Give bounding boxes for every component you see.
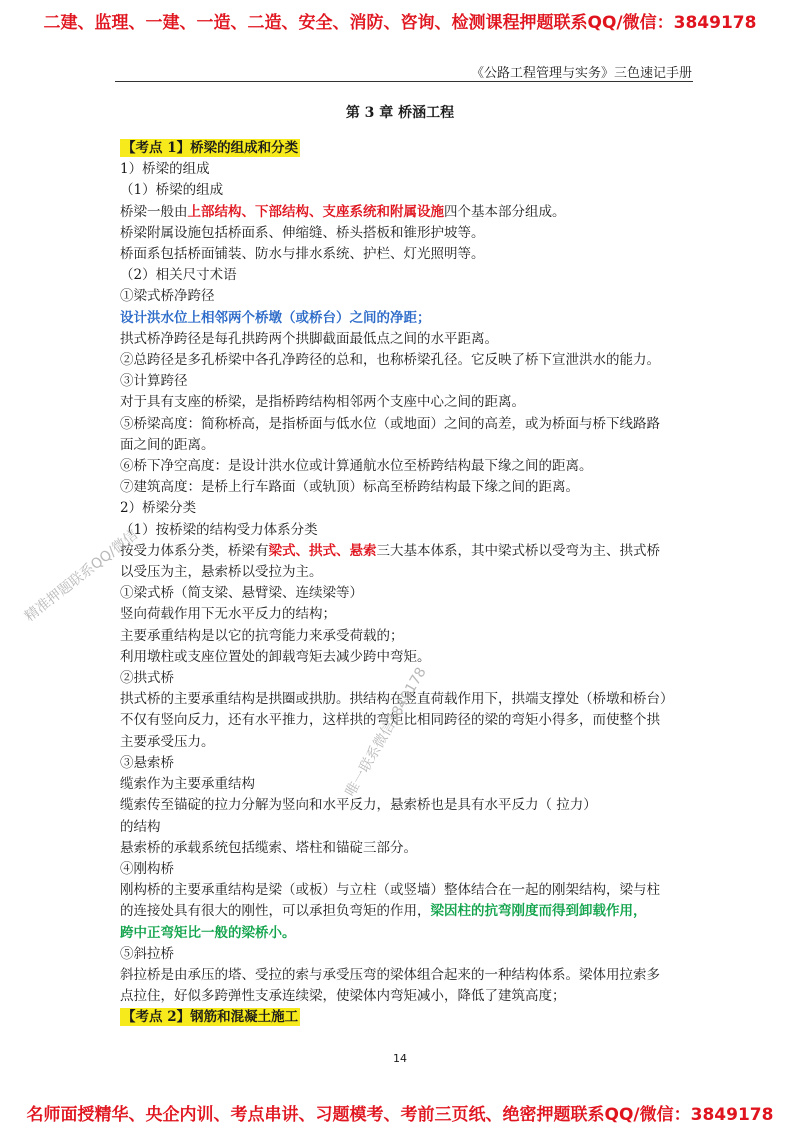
text-line [120, 202, 692, 223]
text-line [120, 223, 692, 244]
text-line [120, 159, 692, 180]
text-line [120, 414, 692, 435]
text-segment: 主要承受压力。 [120, 733, 215, 750]
text-line [120, 498, 692, 519]
text-segment: 面之间的距离。 [120, 436, 215, 453]
text-line [120, 371, 692, 392]
text-segment: 按受力体系分类，桥梁有 [120, 542, 269, 559]
text-line [120, 774, 692, 795]
bottom-banner: 名师面授精华、央企内训、考点串讲、习题模考、考前三页纸、绝密押题联系QQ/微信：3849178 [26, 1105, 774, 1125]
emphasis-text: 上部结构、下部结构、支座系统和附属设施 [187, 203, 444, 220]
text-line [120, 923, 692, 944]
text-segment: 利用墩柱或支座位置处的卸载弯矩去减少跨中弯矩。 [120, 648, 431, 665]
page-body [120, 138, 692, 1029]
text-segment: 悬索桥的承载系统包括缆索、塔柱和锚碇三部分。 [120, 839, 417, 856]
emphasis-text: 梁式、拱式、悬索 [268, 542, 377, 559]
text-line [120, 456, 692, 477]
section-heading: 【考点 2】钢筋和混凝土施工 [122, 1009, 299, 1026]
text-segment: 四个基本部分组成。 [444, 203, 566, 220]
text-line [120, 753, 692, 774]
text-line [120, 604, 692, 625]
text-segment: 竖向荷载作用下无水平反力的结构； [120, 606, 336, 623]
text-segment: 主要承重结构是以它的抗弯能力来承受荷载的； [120, 627, 404, 644]
text-line [120, 350, 692, 371]
text-segment: （1）按桥梁的结构受力体系分类 [120, 521, 318, 538]
text-line [120, 965, 692, 986]
text-segment: 点拉住，好似多跨弹性支承连续梁，使梁体内弯矩减小，降低了建筑高度； [120, 988, 566, 1005]
text-line [120, 477, 692, 498]
text-segment: ②拱式桥 [120, 670, 174, 687]
text-segment: 的结构 [120, 818, 161, 835]
text-line [120, 583, 692, 604]
text-line [120, 880, 692, 901]
text-segment: 对于具有支座的桥梁，是指桥跨结构相邻两个支座中心之间的距离。 [120, 394, 525, 411]
text-segment: 缆索作为主要承重结构 [120, 776, 255, 793]
text-line [120, 286, 692, 307]
text-line [120, 308, 692, 329]
text-line [120, 138, 692, 159]
text-segment: 的连接处具有很大的刚性，可以承担负弯矩的作用， [120, 903, 431, 920]
text-segment: 2）桥梁分类 [120, 500, 197, 517]
text-segment: ①梁式桥（简支梁、悬臂梁、连续梁等） [120, 585, 363, 602]
text-line [120, 1007, 692, 1028]
emphasis-text: 跨中正弯矩比一般的梁桥小。 [120, 924, 296, 941]
text-segment: 斜拉桥是由承压的塔、受拉的索与承受压弯的梁体组合起来的一种结构体系。梁体用拉索多 [120, 966, 660, 983]
text-segment: 拱式桥的主要承重结构是拱圈或拱肋。拱结构在竖直荷载作用下，拱端支撑处（桥墩和桥台） [120, 691, 674, 708]
text-line [120, 838, 692, 859]
text-segment: 拱式桥净跨径是每孔拱跨两个拱脚截面最低点之间的水平距离。 [120, 330, 498, 347]
text-segment: （2）相关尺寸术语 [120, 267, 237, 284]
manual-title: 《公路工程管理与实务》三色速记手册 [470, 66, 692, 81]
text-segment: 1）桥梁的组成 [120, 161, 210, 178]
text-segment: 不仅有竖向反力，还有水平推力，这样拱的弯矩比相同跨径的梁的弯矩小得多，而使整个拱 [120, 712, 660, 729]
text-segment: （1）桥梁的组成 [120, 182, 224, 199]
watermark-left: 精准押题联系QQ/微信 [21, 526, 142, 625]
text-line [120, 647, 692, 668]
text-segment: 桥梁一般由 [120, 203, 188, 220]
chapter-title: 第 3 章 桥涵工程 [345, 105, 455, 121]
top-banner: 二建、监理、一建、一造、二造、安全、消防、咨询、检测课程押题联系QQ/微信：3849178 [43, 13, 757, 33]
text-line [120, 435, 692, 456]
text-line [120, 859, 692, 880]
text-segment: 桥梁附属设施包括桥面系、伸缩缝、桥头搭板和锥形护坡等。 [120, 224, 485, 241]
text-line [120, 392, 692, 413]
text-line [120, 944, 692, 965]
text-line [120, 795, 692, 816]
text-segment: ①梁式桥净跨径 [120, 288, 215, 305]
text-segment: ③计算跨径 [120, 373, 188, 390]
text-segment: ④刚构桥 [120, 860, 174, 877]
text-segment: 以受压为主，悬索桥以受拉为主。 [120, 564, 323, 581]
emphasis-text: 设计洪水位上相邻两个桥墩（或桥台）之间的净距； [120, 309, 431, 326]
text-line [120, 562, 692, 583]
text-segment: ③悬索桥 [120, 754, 174, 771]
text-line [120, 541, 692, 562]
text-segment: 缆索传至锚碇的拉力分解为竖向和水平反力，悬索桥也是具有水平反力（ 拉力） [120, 797, 597, 814]
watermark-center: 唯一联系微信3849178 [342, 664, 430, 800]
text-segment: ⑦建筑高度：是桥上行车路面（或轨顶）标高至桥跨结构最下缘之间的距离。 [120, 479, 579, 496]
emphasis-text: 梁因柱的抗弯刚度而得到卸载作用， [430, 903, 647, 920]
text-line [120, 626, 692, 647]
text-segment: ②总跨径是多孔桥梁中各孔净跨径的总和，也称桥梁孔径。它反映了桥下宣泄洪水的能力。 [120, 352, 660, 369]
text-line [120, 265, 692, 286]
text-segment: 刚构桥的主要承重结构是梁（或板）与立柱（或竖墙）整体结合在一起的刚架结构，梁与柱 [120, 882, 660, 899]
text-segment: ⑥桥下净空高度：是设计洪水位或计算通航水位至桥跨结构最下缘之间的距离。 [120, 458, 593, 475]
text-line [120, 732, 692, 753]
page-number: 14 [393, 1052, 407, 1065]
text-line [120, 520, 692, 541]
section-heading: 【考点 1】桥梁的组成和分类 [122, 140, 299, 156]
header-divider [115, 81, 693, 82]
text-line [120, 901, 692, 922]
text-segment: 桥面系包括桥面铺装、防水与排水系统、护栏、灯光照明等。 [120, 246, 485, 263]
text-line [120, 244, 692, 265]
text-segment: 三大基本体系，其中梁式桥以受弯为主、拱式桥 [376, 542, 660, 559]
text-line [120, 817, 692, 838]
text-line [120, 180, 692, 201]
text-line [120, 329, 692, 350]
text-segment: ⑤桥梁高度：简称桥高，是指桥面与低水位（或地面）之间的高差，或为桥面与桥下线路路 [120, 415, 660, 432]
text-segment: ⑤斜拉桥 [120, 945, 174, 962]
text-line [120, 986, 692, 1007]
